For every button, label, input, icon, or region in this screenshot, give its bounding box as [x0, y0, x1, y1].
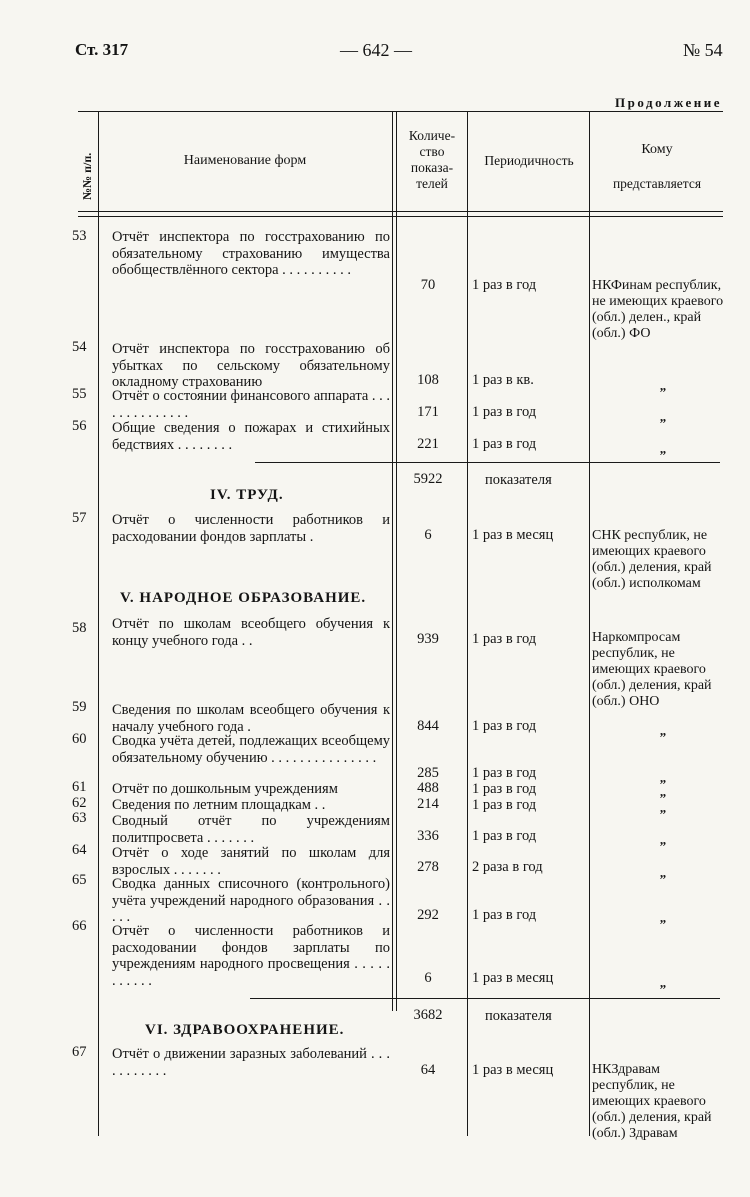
indicator-count: 108	[417, 372, 439, 388]
ditto-mark: „	[659, 800, 667, 815]
ditto-mark: „	[659, 770, 667, 785]
row-number: 62	[72, 795, 87, 811]
indicator-count: 171	[417, 404, 439, 420]
header-bottom-rule	[78, 211, 723, 212]
recipient: Наркомпросам республик, не имеющих краевого (обл.) деления, край (обл.) ОНО	[592, 630, 712, 709]
form-name: Сводный отчёт по учреждениям политпросвета . . . . . . .	[112, 813, 390, 846]
periodicity: 1 раз в год	[472, 718, 537, 734]
recipient: НКЗдравам республик, не имеющих краевого (обл.) деления, край (обл.) Здравам	[592, 1062, 712, 1141]
article-number: Ст. 317	[75, 40, 129, 59]
form-name: Сводка учёта детей, подлежащих всеобщему обязательному обучению . . . . . . . . . . . . . . .	[112, 733, 390, 766]
row-number: 65	[72, 872, 87, 888]
row-number: 54	[72, 339, 87, 355]
indicator-count: 939	[417, 631, 439, 647]
row-number: 61	[72, 779, 87, 795]
subtotal-rule-2	[250, 998, 720, 999]
ditto-mark: „	[659, 378, 667, 393]
ditto-mark: „	[659, 409, 667, 424]
row-number: 59	[72, 699, 87, 715]
periodicity: 1 раз в год	[472, 436, 537, 452]
form-name: Отчёт о численности работников и расходовании фондов зарплаты .	[112, 512, 390, 545]
document-number: № 54	[683, 40, 723, 60]
col-header-name: Наименование форм	[183, 153, 307, 168]
col-header-period: Периодичность	[484, 153, 574, 168]
indicator-count: 64	[420, 1062, 436, 1078]
col-header-num: №№ п/п.	[80, 152, 94, 200]
form-name: Сводка данных списочного (контрольного) учёта учреждений народного образования . . . . .	[112, 876, 390, 925]
continuation-label: Продолжение	[615, 95, 722, 110]
periodicity: 1 раз в месяц	[472, 1062, 554, 1078]
periodicity: 2 раза в год	[472, 859, 543, 875]
form-name: Отчёт по дошкольным учреждениям	[112, 781, 338, 797]
periodicity: 1 раз в год	[472, 907, 537, 923]
periodicity: 1 раз в кв.	[472, 372, 534, 388]
page-number: — 642 —	[340, 40, 412, 60]
form-name: Отчёт инспектора по госстрахованию по обязательному страхованию имущества обобществлённого сектора . . . . . . . . . .	[112, 229, 390, 278]
col-divider-name-2	[396, 111, 397, 1011]
row-number: 60	[72, 731, 87, 747]
periodicity: 1 раз в год	[472, 277, 537, 293]
form-name: Отчёт о состоянии финансового аппарата . . . . . . . . . . . . . .	[112, 388, 391, 421]
col-header-to-1: Кому	[641, 142, 673, 157]
col-header-count: Количе- ство показа- телей	[408, 128, 456, 191]
form-name: Общие сведения о пожарах и стихийных бедствиях . . . . . . . .	[112, 420, 390, 453]
row-number: 57	[72, 510, 87, 526]
form-name: Отчёт о ходе занятий по школам для взрослых . . . . . . .	[112, 845, 390, 878]
col-divider-count	[467, 111, 468, 1136]
row-number: 66	[72, 918, 87, 934]
col-divider-name	[392, 111, 393, 1011]
indicator-count: 292	[417, 907, 439, 923]
row-number: 53	[72, 228, 87, 244]
form-name: Отчёт инспектора по госстрахованию об убытках по сельскому обязательному окладному страхованию	[112, 341, 390, 390]
section-heading-education: V. НАРОДНОЕ ОБРАЗОВАНИЕ.	[120, 590, 367, 606]
indicator-count: 70	[420, 277, 436, 293]
indicator-count: 221	[417, 436, 439, 452]
indicator-count: 844	[417, 718, 439, 734]
indicator-count: 214	[417, 796, 439, 812]
periodicity: 1 раз в месяц	[472, 527, 554, 543]
indicator-count: 336	[417, 828, 439, 844]
indicator-count: 278	[417, 859, 439, 875]
subtotal-count: 3682	[413, 1007, 443, 1023]
form-name: Сведения по летним площадкам . .	[112, 797, 326, 813]
form-name: Отчёт о численности работников и расходовании фондов зарплаты по учреждениям народного просвещения . . . . . . . . . . .	[112, 923, 390, 989]
ditto-mark: „	[659, 723, 667, 738]
row-number: 58	[72, 620, 87, 636]
periodicity: 1 раз в месяц	[472, 970, 554, 986]
header-bottom-rule-2	[78, 216, 723, 217]
section-heading-labor: IV. ТРУД.	[210, 487, 284, 503]
row-number: 64	[72, 842, 87, 858]
subtotal-rule-1	[255, 462, 720, 463]
form-name: Отчёт о движении заразных заболеваний . . . . . . . . . . .	[112, 1046, 390, 1079]
ditto-mark: „	[659, 441, 667, 456]
col-header-to-2: представляется	[612, 176, 702, 191]
indicator-count: 488	[417, 780, 439, 796]
row-number: 63	[72, 810, 87, 826]
form-name: Отчёт по школам всеобщего обучения к концу учебного года . .	[112, 616, 390, 649]
recipient: НКФинам республик, не имеющих краевого (обл.) делен., край (обл.) ФО	[592, 278, 724, 341]
periodicity: 1 раз в год	[472, 797, 537, 813]
periodicity: 1 раз в год	[472, 631, 537, 647]
col-divider-num	[98, 111, 99, 1136]
ditto-mark: „	[659, 784, 667, 799]
table-top-rule	[78, 111, 723, 112]
col-divider-period	[589, 111, 590, 1136]
indicator-count: 285	[417, 765, 439, 781]
form-name: Сведения по школам всеобщего обучения к началу учебного года .	[112, 702, 390, 735]
subtotal-label: показателя	[485, 472, 552, 488]
indicator-count: 6	[424, 970, 432, 986]
periodicity: 1 раз в год	[472, 828, 537, 844]
row-number: 67	[72, 1044, 87, 1060]
subtotal-label: показателя	[485, 1008, 552, 1024]
section-heading-health: VI. ЗДРАВООХРАНЕНИЕ.	[145, 1022, 345, 1038]
subtotal-count: 5922	[413, 471, 443, 487]
ditto-mark: „	[659, 975, 667, 990]
periodicity: 1 раз в год	[472, 765, 537, 781]
recipient: СНК республик, не имеющих краевого (обл.) деления, край (обл.) исполкомам	[592, 528, 712, 591]
periodicity: 1 раз в год	[472, 404, 537, 420]
indicator-count: 6	[424, 527, 432, 543]
ditto-mark: „	[659, 910, 667, 925]
ditto-mark: „	[659, 865, 667, 880]
ditto-mark: „	[659, 832, 667, 847]
row-number: 56	[72, 418, 87, 434]
row-number: 55	[72, 386, 87, 402]
periodicity: 1 раз в год	[472, 781, 537, 797]
